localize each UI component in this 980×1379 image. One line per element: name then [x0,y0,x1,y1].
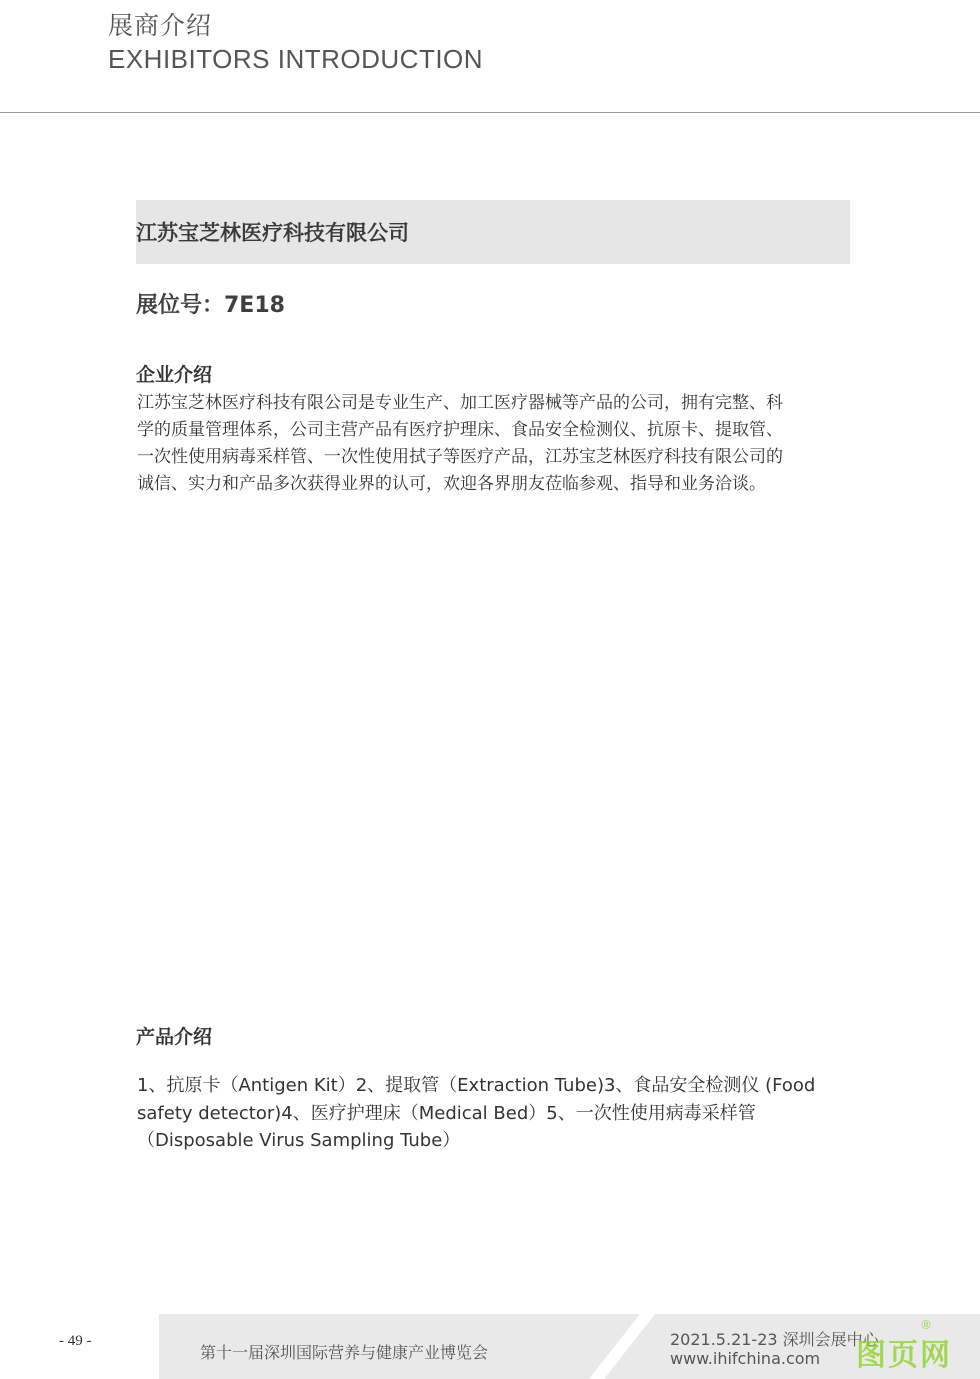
company-name: 江苏宝芝林医疗科技有限公司 [136,221,409,245]
intro-line: 江苏宝芝林医疗科技有限公司是专业生产、加工医疗器械等产品的公司，拥有完整、科 [137,393,783,413]
product-line: （Disposable Virus Sampling Tube） [137,1130,461,1151]
event-name: 第十一届深圳国际营养与健康产业博览会 [200,1343,489,1362]
watermark-logo: 图页网 [856,1338,952,1373]
company-intro-heading: 企业介绍 [136,364,213,386]
intro-line: 一次性使用病毒采样管、一次性使用拭子等医疗产品，江苏宝芝林医疗科技有限公司的 [137,447,783,467]
intro-line: 诚信、实力和产品多次获得业界的认可，欢迎各界朋友莅临参观、指导和业务洽谈。 [137,474,766,494]
booth-number: 展位号：7E18 [136,293,285,318]
company-intro-text [137,390,853,498]
product-line: safety detector)4、医疗护理床（Medical Bed）5、一次性使用病毒采样管 [137,1102,756,1124]
product-line: 1、抗原卡（Antigen Kit）2、提取管（Extraction Tube)3、食品安全检测仪 (Food [137,1075,816,1096]
page-number: - 49 - [59,1333,92,1349]
event-website[interactable]: www.ihifchina.com [670,1349,821,1368]
intro-line: 学的质量管理体系，公司主营产品有医疗护理床、食品安全检测仪、抗原卡、提取管、 [137,420,783,440]
product-intro-text [137,1072,853,1155]
registered-mark-icon: ® [920,1318,932,1332]
section-title-en: EXHIBITORS INTRODUCTION [108,44,484,74]
event-date-venue: 2021.5.21-23 深圳会展中心 [670,1330,879,1349]
product-intro-heading: 产品介绍 [136,1026,213,1048]
company-name-bar [136,200,850,264]
header-divider [0,112,980,113]
section-title-cn: 展商介绍 [108,11,213,40]
